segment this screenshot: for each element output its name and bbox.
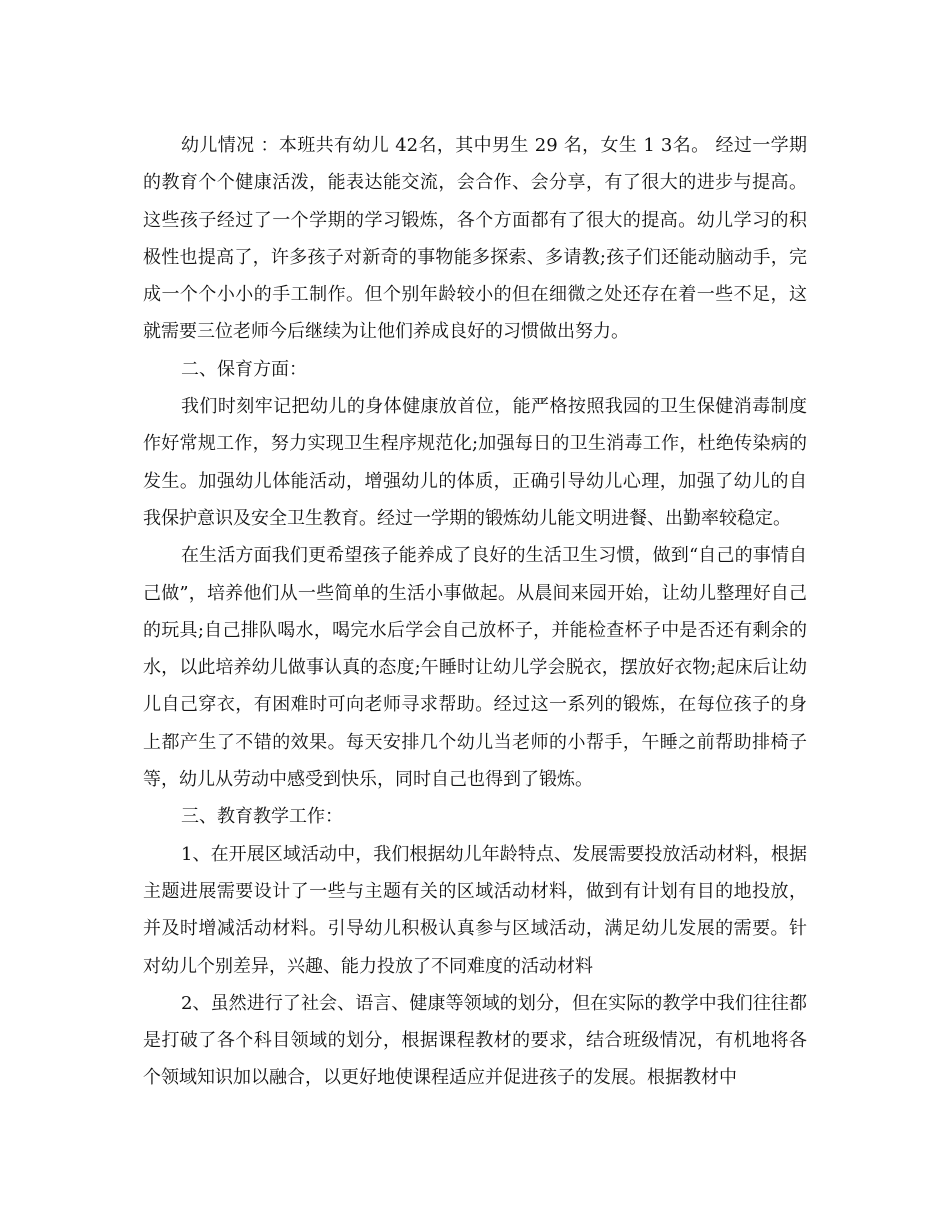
paragraph-class-overview: 幼儿情况 ：本班共有幼儿 42名，其中男生 29 名，女生 1 3名。 经过一学期的教育个个健康活泼，能表达能交流，会合作、会分享，有了很大的进步与提高。这些孩子经过了一个学期的学习锻炼，各个方面都有了很大的提高。幼儿学习的积极性也提高了，许多孩子对新奇的事物能多探索、多请教;孩子们还能动脑动手，完成一个个小小的手工制作。但个别年龄较小的但在细微之处还存在着一些不足，这就需要三位老师今后继续为让他们养成良好的习惯做出努力。 bbox=[143, 135, 807, 343]
section-heading-teaching: 三、教育教学工作： bbox=[181, 806, 343, 828]
document-body bbox=[143, 127, 807, 1097]
paragraph-health-care: 我们时刻牢记把幼儿的身体健康放首位，能严格按照我园的卫生保健消毒制度作好常规工作，努力实现卫生程序规范化;加强每日的卫生消毒工作，杜绝传染病的发生。加强幼儿体能活动，增强幼儿的体质，正确引导幼儿心理，加强了幼儿的自我保护意识及安全卫生教育。经过一学期的锻炼幼儿能文明进餐、出勤率较稳定。 bbox=[143, 396, 807, 529]
section-heading-care: 二、保育方面： bbox=[181, 358, 307, 380]
paragraph-area-activities: 1、在开展区域活动中，我们根据幼儿年龄特点、发展需要投放活动材料，根据主题进展需要设计了一些与主题有关的区域活动材料，做到有计划有目的地投放，并及时增减活动材料。引导幼儿积极认真参与区域活动，满足幼儿发展的需要。针对幼儿个别差异，兴趣、能力投放了不同难度的活动材料 bbox=[143, 843, 807, 977]
paragraph-curriculum: 2、虽然进行了社会、语言、健康等领域的划分，但在实际的教学中我们往往都是打破了各个科目领域的划分，根据课程教材的要求，结合班级情况，有机地将各个领域知识加以融合，以更好地使课程适应并促进孩子的发展。根据教材中 bbox=[143, 992, 807, 1089]
paragraph-daily-life: 在生活方面我们更希望孩子能养成了良好的生活卫生习惯，做到“自己的事情自己做”，培养他们从一些简单的生活小事做起。从晨间来园开始，让幼儿整理好自己的玩具;自己排队喝水，喝完水后学会自己放杯子，并能检查杯子中是否还有剩余的水，以此培养幼儿做事认真的态度;午睡时让幼儿学会脱衣，摆放好衣物;起床后让幼儿自己穿衣，有困难时可向老师寻求帮助。经过这一系列的锻炼，在每位孩子的身上都产生了不错的效果。每天安排几个幼儿当老师的小帮手，午睡之前帮助排椅子等，幼儿从劳动中感受到快乐，同时自己也得到了锻炼。 bbox=[143, 545, 807, 791]
